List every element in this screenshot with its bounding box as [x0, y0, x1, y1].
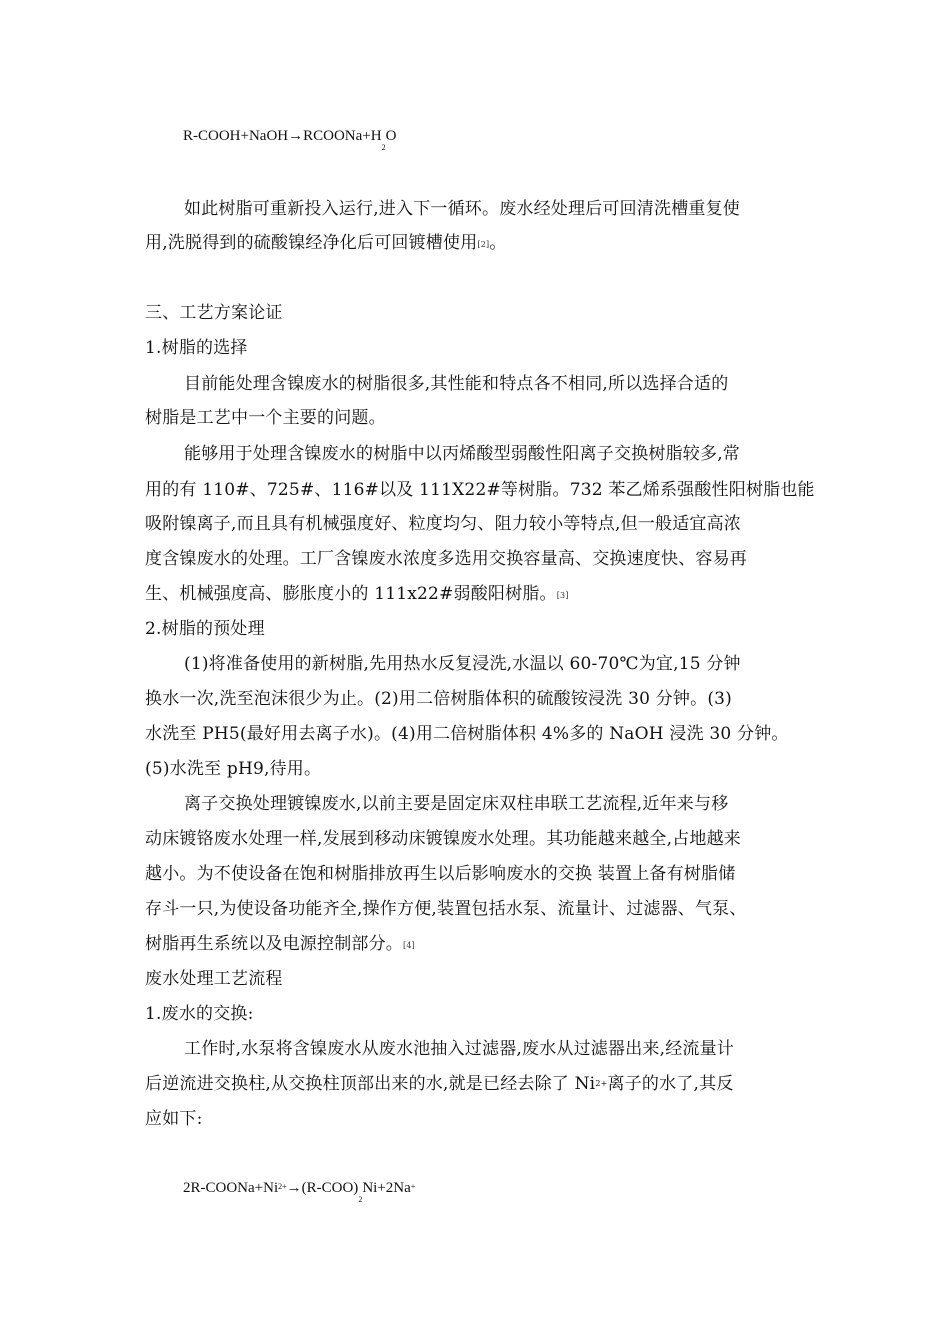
para5-line2: 动床镀铬废水处理一样,发展到移动床镀镍废水处理。其功能越来越全,占地越来 — [145, 829, 742, 849]
para2-line1: 目前能处理含镍废水的树脂很多,其性能和特点各不相同,所以选择合适的 — [184, 374, 729, 394]
citation-ref: [2] — [477, 240, 490, 249]
para4-line3: 水洗至 PH5(最好用去离子水)。(4)用二倍树脂体积 4%多的 NaOH 浸洗 30 分钟。 — [145, 724, 789, 744]
formula-part-c: Ni+2Na — [362, 1180, 411, 1196]
para5-line5-text: 树脂再生系统以及电源控制部分。 — [145, 934, 403, 954]
para4-line2: 换水一次,洗至泡沫很少为止。(2)用二倍树脂体积的硫酸铵浸洗 30 分钟。(3) — [145, 689, 733, 709]
para5-line5 — [145, 933, 415, 957]
ion-charge-superscript: 2+ — [595, 1079, 608, 1088]
formula-neutralization — [183, 128, 396, 152]
flow-title: 废水处理工艺流程 — [145, 969, 283, 989]
formula-part-a: 2R-COONa+Ni — [183, 1180, 279, 1196]
para4-line1: (1)将准备使用的新树脂,先用热水反复浸洗,水温以 60-70℃为宜,15 分钟 — [184, 654, 741, 674]
para1-line2 — [145, 232, 507, 256]
para1-line2-end: 。 — [489, 233, 507, 253]
para3-line4: 度含镍废水的处理。工厂含镍废水浓度多选用交换容量高、交换速度快、容易再 — [145, 549, 747, 569]
para3-line3: 吸附镍离子,而且具有机械强度好、粒度均匀、阻力较小等特点,但一般适宜高浓 — [145, 514, 742, 534]
para1-line2-text: 用,洗脱得到的硫酸镍经净化后可回镀槽使用 — [145, 233, 478, 253]
para3-line2: 用的有 110#、725#、116#以及 111X22#等树脂。732 苯乙烯系强酸性阳树脂也能 — [145, 480, 815, 500]
para3-line5 — [145, 583, 569, 607]
para4-line4: (5)水洗至 pH9,待用。 — [145, 759, 322, 779]
para5-line4: 存斗一只,为使设备功能齐全,操作方便,装置包括水泵、流量计、过滤器、气泵、 — [145, 899, 747, 919]
para3-line5-text: 生、机械强度高、膨胀度小的 111x22#弱酸阳树脂。 — [145, 584, 557, 604]
para5-line3: 越小。为不使设备在饱和树脂排放再生以后影响废水的交换 装置上备有树脂储 — [145, 864, 736, 884]
formula-part-b: →(R-COO) — [286, 1180, 359, 1196]
subsection-title-exchange: 1.废水的交换: — [145, 1004, 254, 1024]
citation-ref: [4] — [403, 941, 415, 950]
section-title: 三、工艺方案论证 — [145, 303, 283, 323]
para6-line2-text-end: 离子的水了,其反 — [607, 1074, 734, 1094]
para6-line2-text: 后逆流进交换柱,从交换柱顶部出来的水,就是已经去除了 Ni — [145, 1074, 596, 1094]
subsection-title-resin-selection: 1.树脂的选择 — [145, 338, 248, 358]
formula-subscript: 2 — [381, 143, 386, 152]
para1-line1: 如此树脂可重新投入运行,进入下一循环。废水经处理后可回清洗槽重复使 — [184, 199, 741, 219]
formula-superscript-2: + — [410, 1182, 416, 1191]
subsection-title-pretreatment: 2.树脂的预处理 — [145, 619, 265, 639]
para6-line2 — [145, 1073, 734, 1095]
citation-ref: [3] — [556, 591, 569, 600]
formula-text: R-COOH+NaOH→RCOONa+H — [183, 128, 382, 144]
formula-tail: O — [385, 128, 397, 144]
para2-line2: 树脂是工艺中一个主要的问题。 — [145, 408, 386, 428]
para5-line1: 离子交换处理镀镍废水,以前主要是固定床双柱串联工艺流程,近年来与移 — [184, 794, 729, 814]
formula-exchange — [183, 1180, 415, 1204]
para6-line1: 工作时,水泵将含镍废水从废水池抽入过滤器,废水从过滤器出来,经流量计 — [184, 1039, 735, 1059]
para3-line1: 能够用于处理含镍废水的树脂中以丙烯酸型弱酸性阳离子交换树脂较多,常 — [184, 444, 741, 464]
formula-superscript-1: 2+ — [278, 1182, 287, 1191]
para6-line3: 应如下: — [145, 1109, 203, 1129]
formula-subscript: 2 — [358, 1195, 363, 1204]
